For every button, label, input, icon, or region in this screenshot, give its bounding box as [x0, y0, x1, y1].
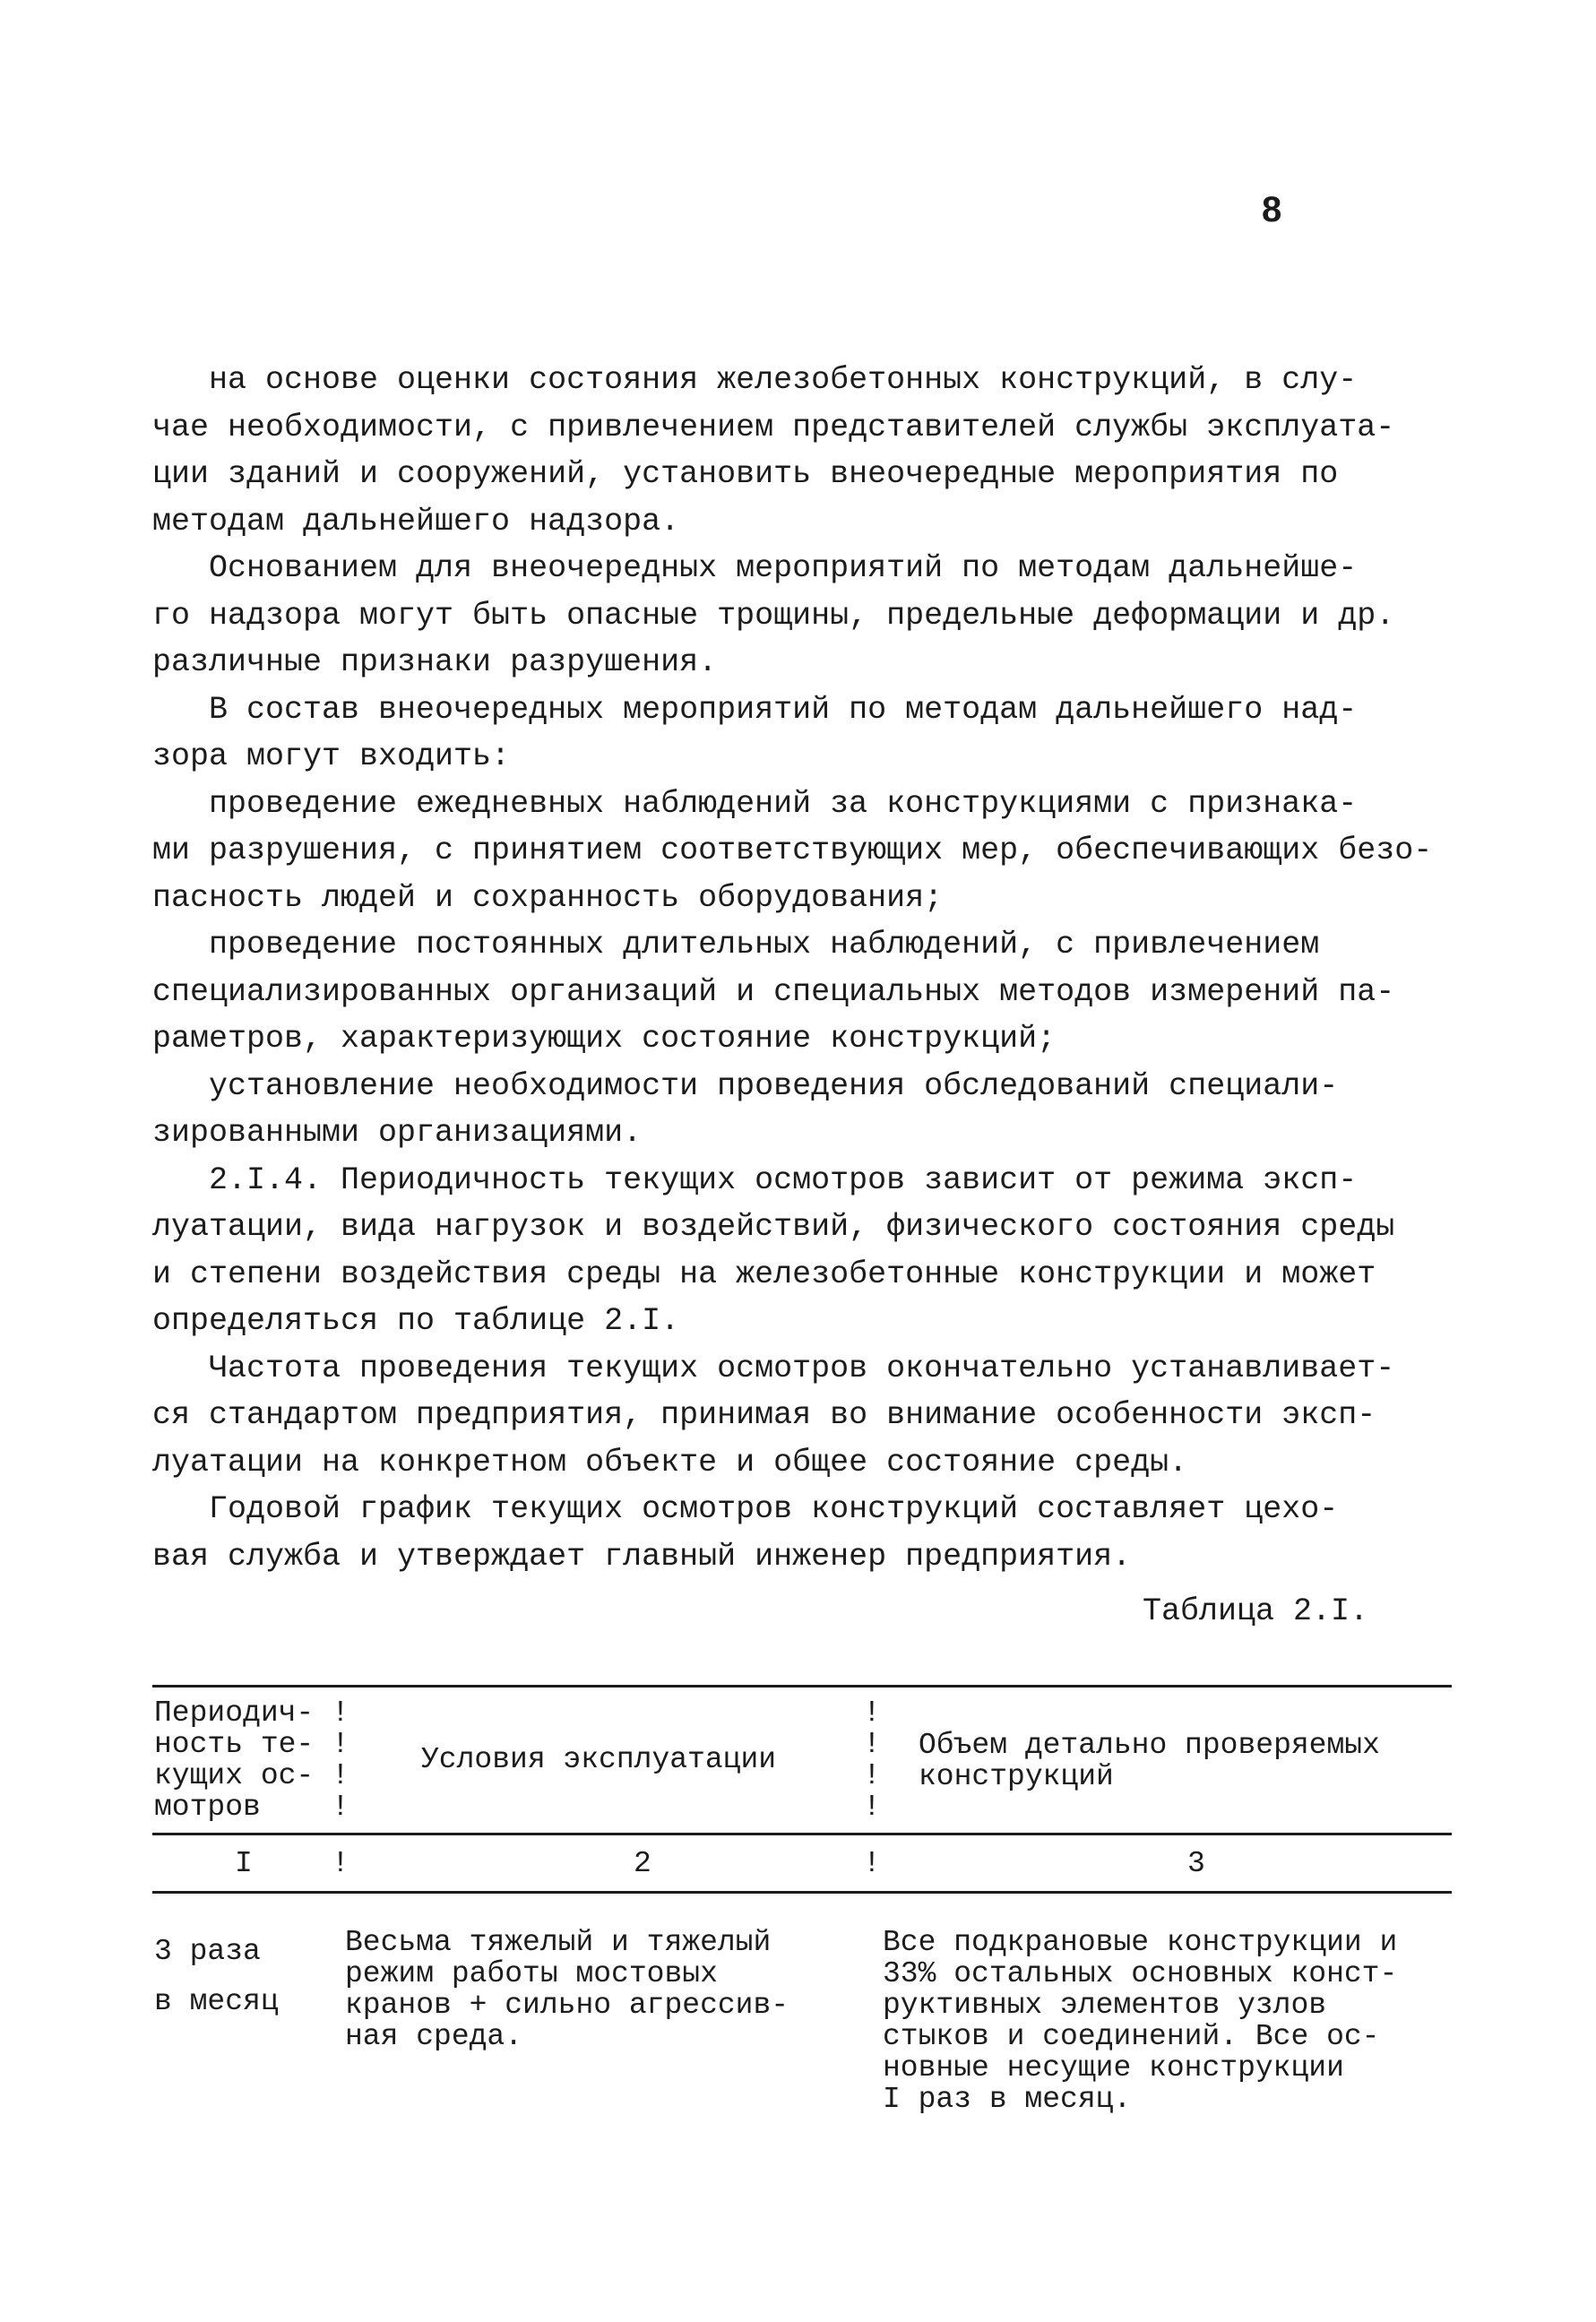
- body-line: методам дальнейшего надзора.: [152, 503, 680, 539]
- body-text: [152, 357, 1470, 1580]
- body-line: проведение постоянных длительных наблюдений, с привлечением: [152, 927, 1320, 962]
- body-line: вая служба и утверждает главный инженер предприятия.: [152, 1538, 1132, 1575]
- header-separator-1c: !: [332, 1759, 349, 1792]
- body-line: ся стандартом предприятия, принимая во внимание особенности эксп-: [152, 1397, 1376, 1433]
- body-line: зора могут входить:: [152, 738, 511, 774]
- body-line: установление необходимости проведения обследований специали-: [152, 1067, 1339, 1104]
- column-number-2: 2: [634, 1847, 651, 1880]
- header-separator-1a: !: [332, 1696, 349, 1730]
- header-periodicity: Периодич- ность те- кущих ос- мотров: [154, 1696, 315, 1824]
- body-line: Годовой график текущих осмотров конструкций составляет цехо-: [152, 1491, 1339, 1527]
- body-line: луатации, вида нагрузок и воздействий, физического состояния среды: [152, 1209, 1395, 1245]
- body-line: определяться по таблице 2.I.: [152, 1303, 680, 1339]
- header-separator-2a: !: [863, 1696, 881, 1730]
- body-line: луатации на конкретном объекте и общее состояние среды.: [152, 1444, 1188, 1480]
- body-line: специализированных организаций и специальных методов измерений па-: [152, 973, 1395, 1010]
- body-line: на основе оценки состояния железобетонных конструкций, в слу-: [152, 362, 1358, 398]
- header-scope: Объем детально проверяемых конструкций: [919, 1729, 1380, 1793]
- column-number-1: I: [235, 1847, 253, 1880]
- body-line: зированными организациями.: [152, 1115, 643, 1151]
- table-top-rule: [152, 1685, 1452, 1688]
- row-1-periodicity: 3 раза в месяц: [154, 1935, 279, 2018]
- body-line: Частота проведения текущих осмотров окончательно устанавливает-: [152, 1350, 1395, 1386]
- body-line: раметров, характеризующих состояние конструкций;: [152, 1021, 1057, 1057]
- column-number-3: 3: [1187, 1847, 1205, 1880]
- body-line: го надзора могут быть опасные трощины, предельные деформации и др.: [152, 597, 1395, 634]
- body-line: пасность людей и сохранность оборудования;: [152, 879, 944, 916]
- body-line: В состав внеочередных мероприятий по методам дальнейшего над-: [152, 691, 1358, 728]
- body-line: Основанием для внеочередных мероприятий по методам дальнейше-: [152, 550, 1358, 586]
- header-conditions: Условия эксплуатации: [421, 1743, 777, 1776]
- body-line: ми разрушения, с принятием соответствующих мер, обеспечивающих безо-: [152, 833, 1433, 868]
- header-separator-2b: !: [863, 1728, 881, 1761]
- number-separator-1: !: [332, 1847, 349, 1880]
- body-line: и степени воздействия среды на железобетонные конструкции и может: [152, 1256, 1376, 1292]
- body-line: различные признаки разрушения.: [152, 644, 718, 680]
- row-1-scope: Все подкрановые конструкции и 33% остальных основных конст- руктивных элементов узлов стыков и соединений. Все ос- новные несущие конструкции I раз в месяц.: [883, 1926, 1398, 2116]
- header-separator-2d: !: [863, 1791, 881, 1824]
- row-1-conditions: Весьма тяжелый и тяжелый режим работы мостовых кранов + сильно агрессив- ная среда.: [345, 1926, 789, 2053]
- header-separator-2c: !: [863, 1759, 881, 1792]
- body-line: ции зданий и сооружений, установить внеочередные мероприятия по: [152, 456, 1339, 492]
- body-line: 2.I.4. Периодичность текущих осмотров зависит от режима эксп-: [152, 1161, 1358, 1198]
- table-number-rule: [152, 1891, 1452, 1894]
- header-separator-1b: !: [332, 1728, 349, 1761]
- body-line: чае необходимости, с привлечением представителей службы эксплуата-: [152, 409, 1395, 445]
- number-separator-2: !: [863, 1847, 881, 1880]
- body-line: проведение ежедневных наблюдений за конструкциями с признака-: [152, 785, 1358, 822]
- header-separator-1d: !: [332, 1791, 349, 1824]
- table-header-rule: [152, 1833, 1452, 1835]
- table-caption: Таблица 2.I.: [1143, 1593, 1369, 1629]
- page-number: 8: [1262, 190, 1282, 229]
